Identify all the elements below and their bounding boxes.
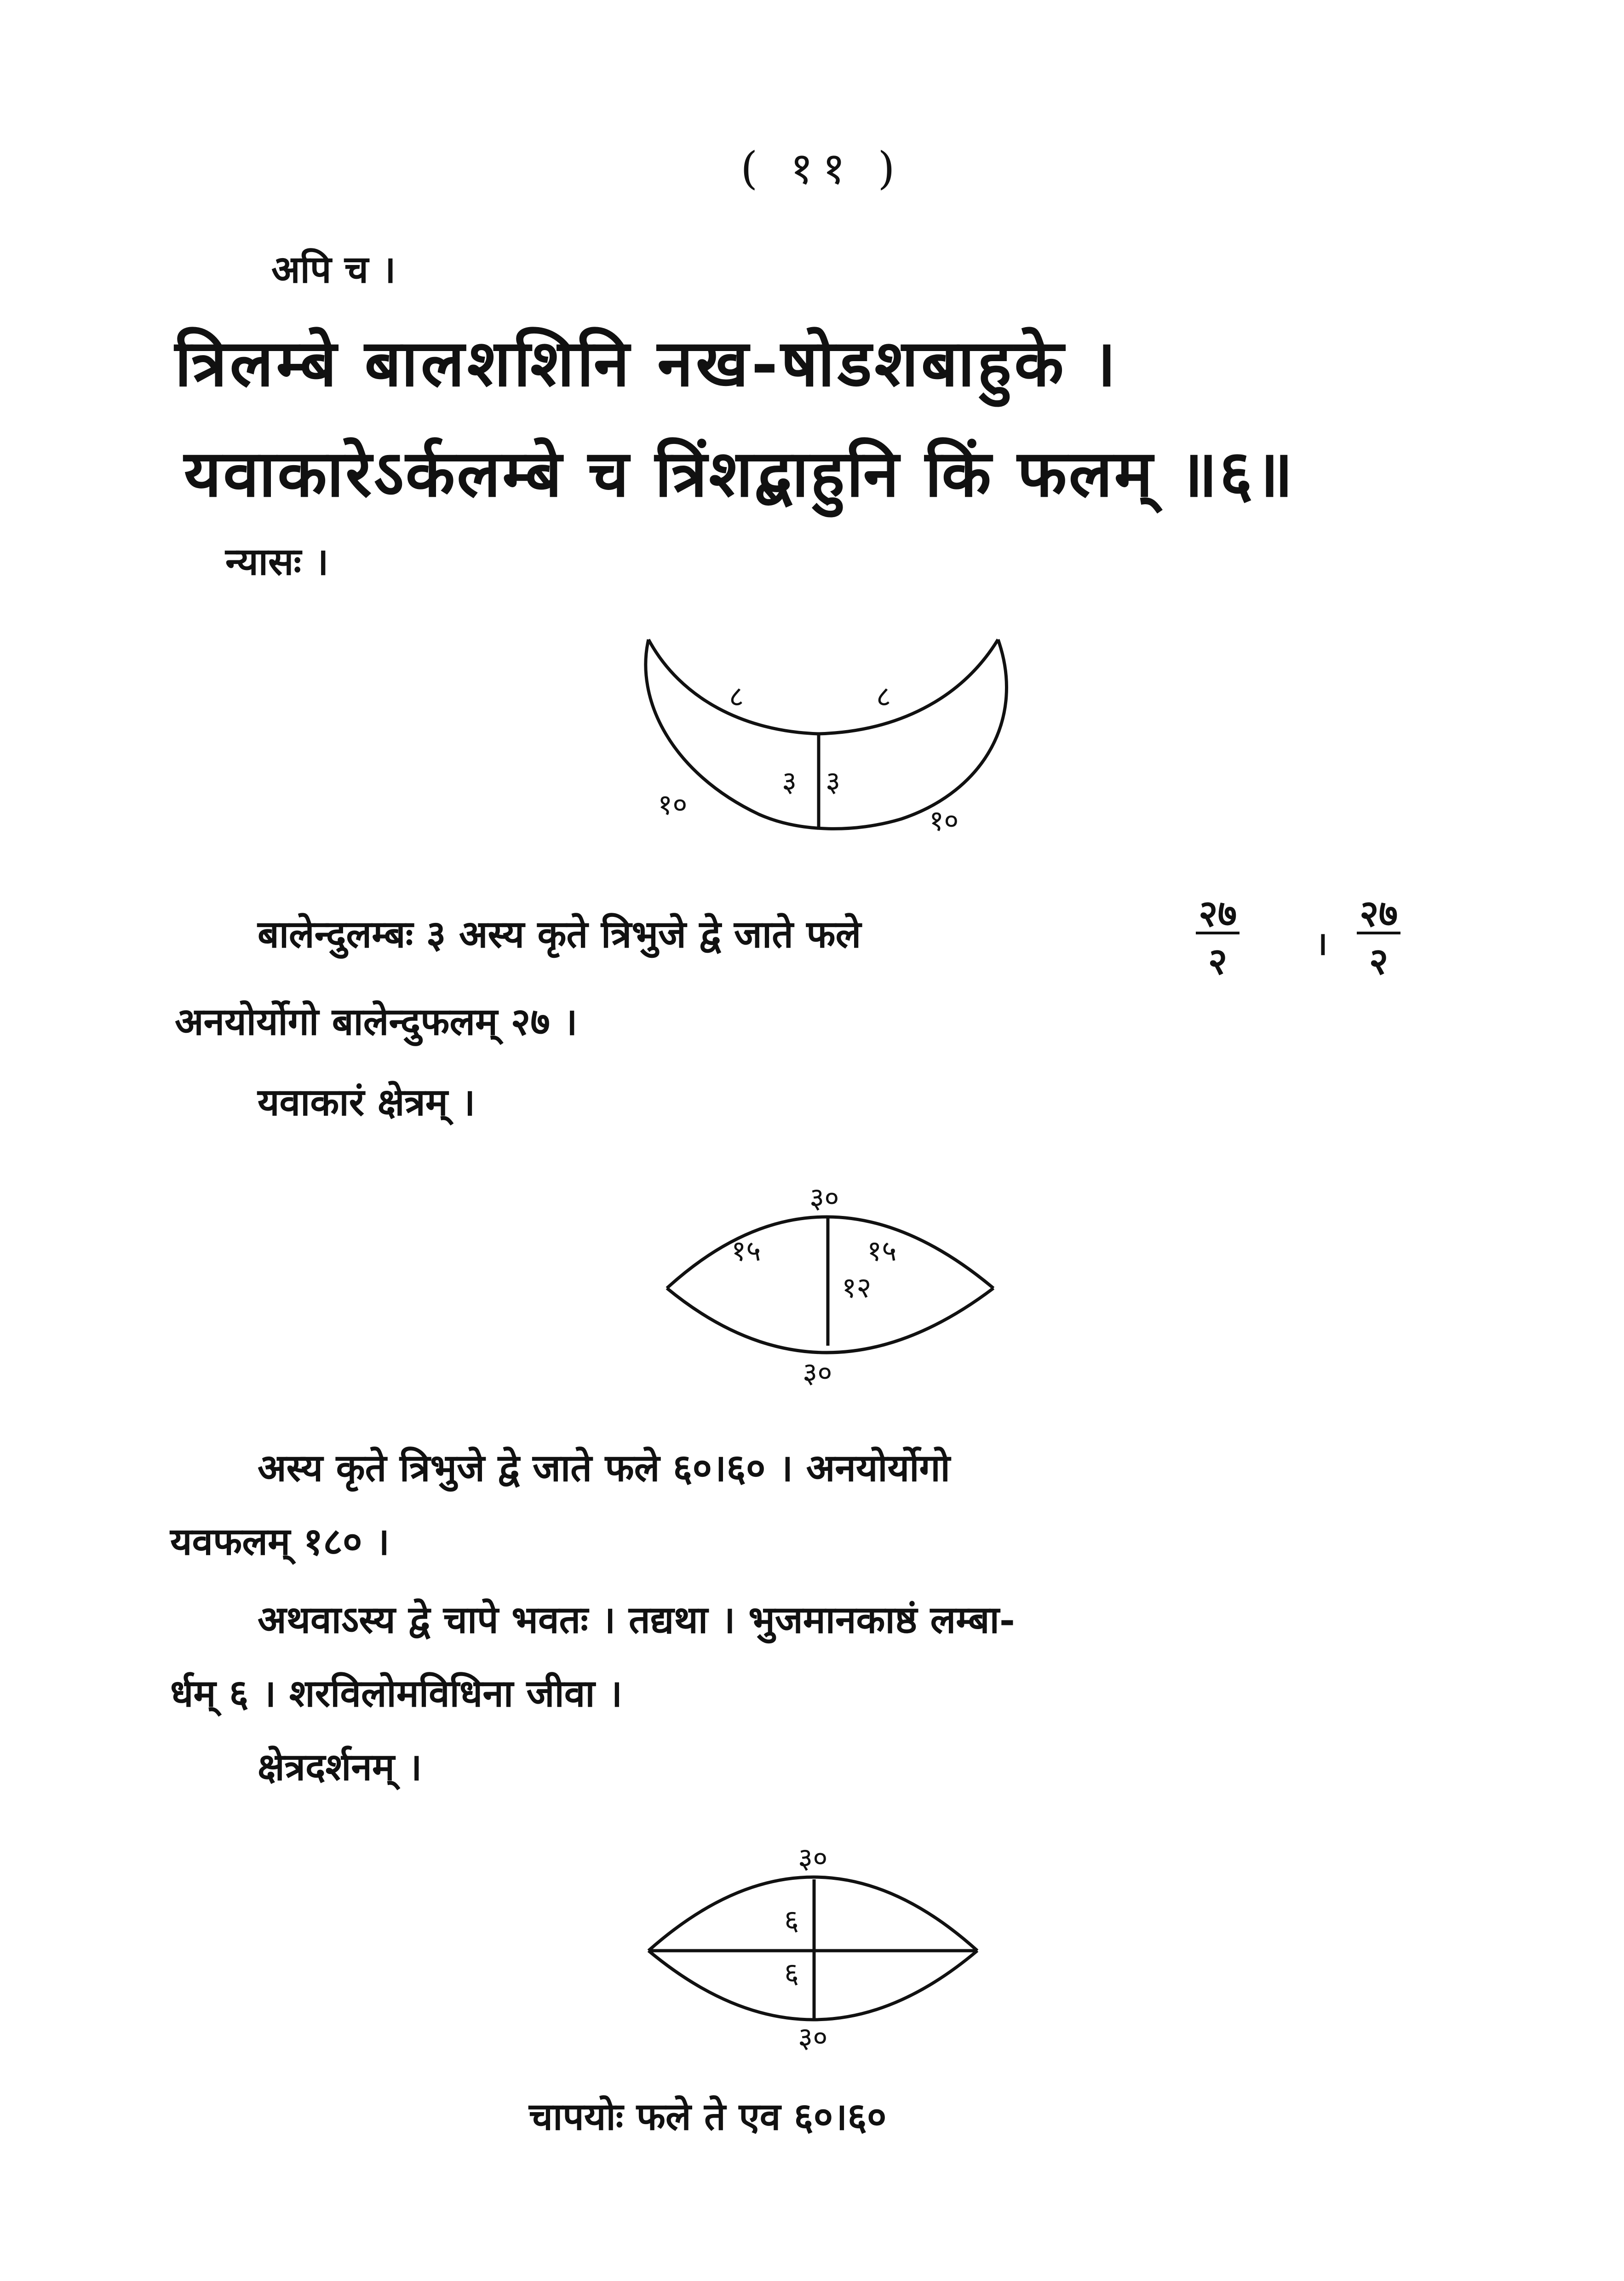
barley-lower-arc — [667, 1288, 993, 1353]
section-label-api-cha: अपि च । — [271, 248, 396, 292]
balendu-paragraph: बालेन्दुलम्बः ३ अस्य कृते त्रिभुजे द्वे जाते फले — [258, 912, 861, 956]
split-label-bottom: ३० — [798, 2021, 828, 2054]
athava-paragraph-line-1: अथवाऽस्य द्वे चापे भवतः । तद्यथा । भुजमानकाष्ठं लम्बा- — [258, 1598, 1015, 1642]
yavakara-heading: यवाकारं क्षेत्रम् । — [258, 1080, 476, 1124]
crescent-label-upper-left: ८ — [729, 680, 744, 713]
crescent-figure — [646, 639, 1007, 829]
barley-upper-arc — [667, 1217, 993, 1288]
crescent-label-lower-right: १० — [929, 804, 959, 837]
nyasa-label: न्यासः । — [225, 540, 329, 584]
balendu-continuation: अनयोर्योगो बालेन्दुफलम् २७ । — [175, 1000, 578, 1044]
fraction-1-denominator: २ — [1208, 939, 1228, 983]
barley-label-left-arc: १५ — [731, 1234, 761, 1267]
yava-paragraph-line-1: अस्य कृते त्रिभुजे द्वे जाते फले ६०।६० । अनयोर्योगो — [258, 1446, 950, 1490]
fraction-2 — [1357, 892, 1400, 983]
fraction-2-denominator: २ — [1369, 939, 1389, 983]
barley-label-center: १२ — [842, 1271, 872, 1304]
page-number: ( ११ ) — [740, 143, 904, 194]
yava-paragraph-line-2: यवफलम् १८० । — [170, 1520, 390, 1564]
barley-label-bottom: ३० — [803, 1356, 832, 1389]
barley-label-right-arc: १५ — [867, 1234, 897, 1267]
fraction-2-numerator: २७ — [1357, 895, 1400, 934]
crescent-inner-arc — [648, 639, 998, 734]
split-label-lower: ६ — [784, 1956, 799, 1990]
fraction-separator: । — [1315, 924, 1328, 962]
closing-line: चापयोः फले ते एव ६०।६० — [529, 2095, 887, 2139]
split-figure — [648, 1877, 977, 2020]
verse-line-1: त्रिलम्बे बालशशिनि नख-षोडशबाहुके । — [175, 326, 1119, 401]
athava-paragraph-line-2: र्धम् ६ । शरविलोमविधिना जीवा । — [170, 1671, 623, 1716]
split-label-upper: ६ — [784, 1903, 799, 1937]
kshetra-darshanam-heading: क्षेत्रदर्शनम् । — [258, 1745, 422, 1789]
fraction-1 — [1196, 892, 1240, 983]
crescent-label-lower-left: १० — [658, 788, 688, 821]
barley-figure — [667, 1217, 993, 1353]
verse-line-2: यवाकारेऽर्कलम्बे च त्रिंशद्बाहुनि किं फलम् ॥६॥ — [184, 436, 1295, 512]
crescent-label-center-right: ३ — [826, 765, 841, 798]
fraction-1-numerator: २७ — [1196, 895, 1240, 934]
crescent-label-upper-right: ८ — [876, 680, 891, 713]
barley-label-top: ३० — [809, 1181, 839, 1215]
split-label-top: ३० — [798, 1841, 828, 1875]
crescent-label-center-left: ३ — [782, 765, 797, 798]
